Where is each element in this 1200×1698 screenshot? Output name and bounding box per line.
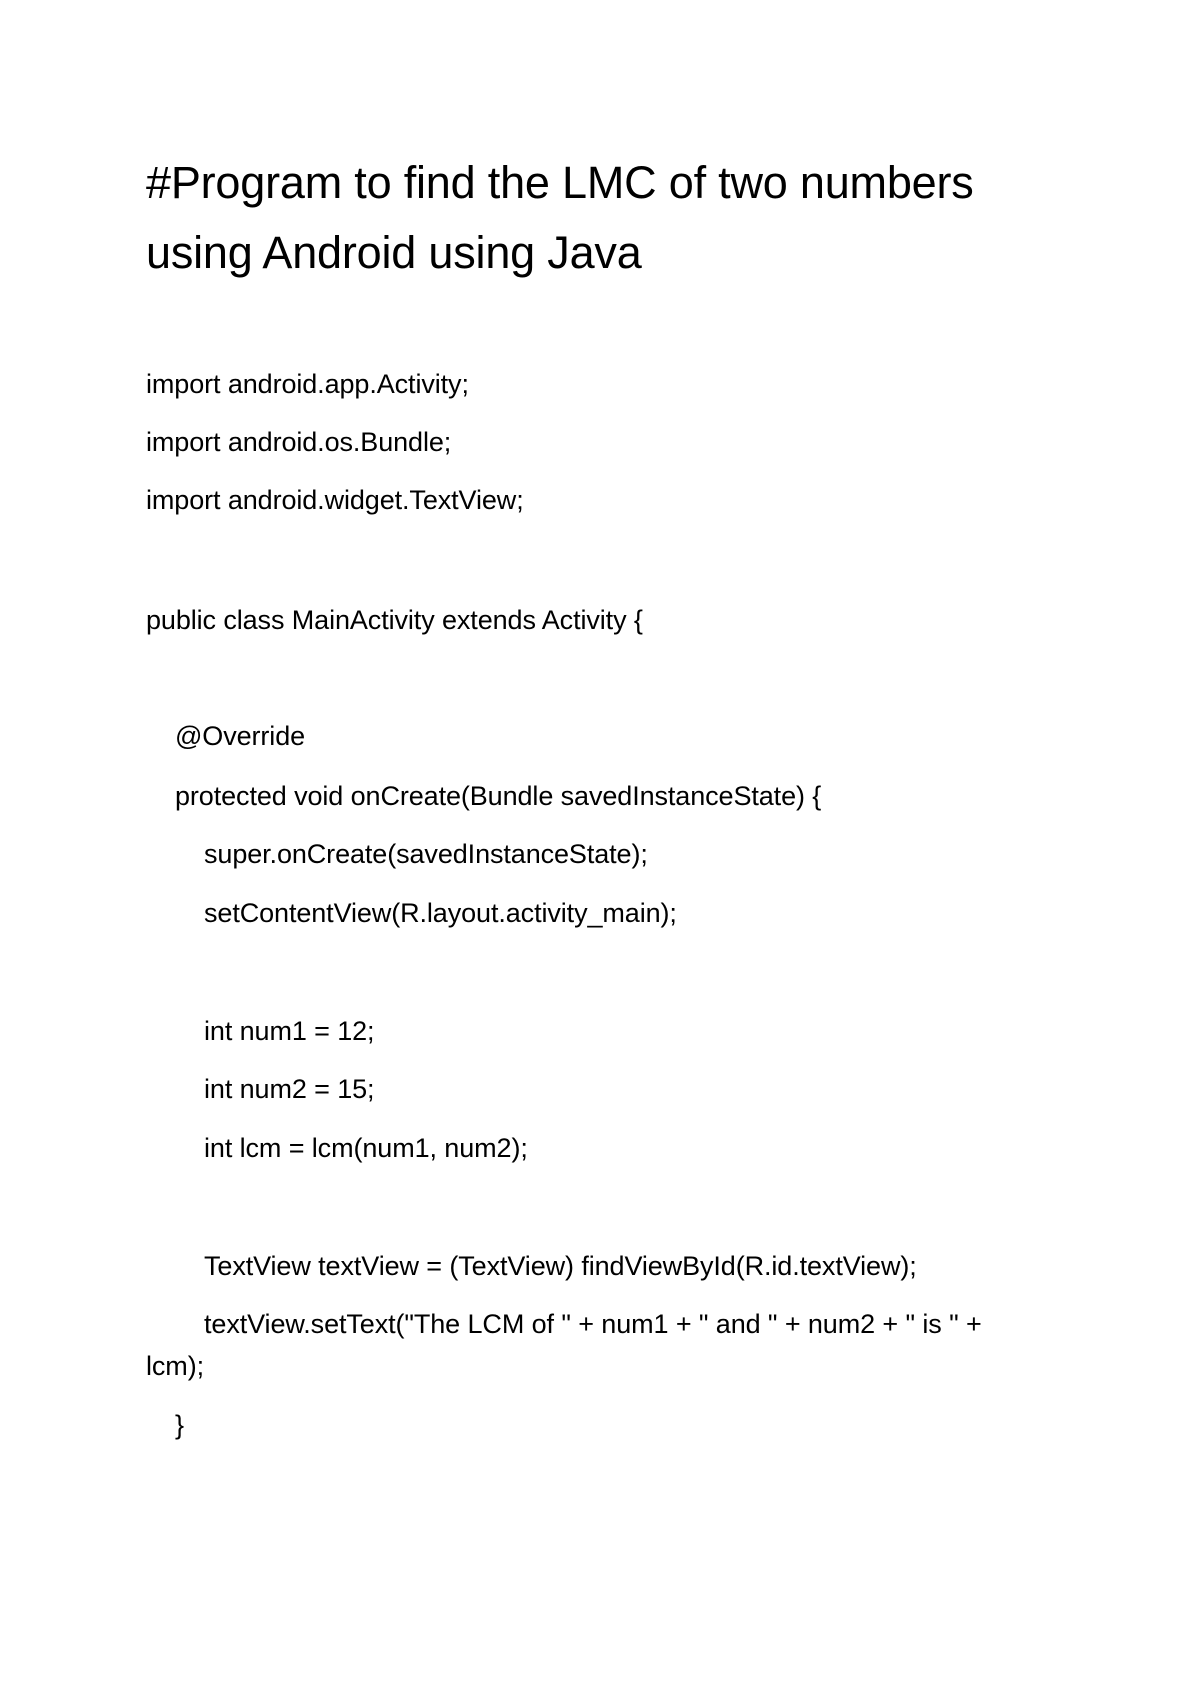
code-line-num1: int num1 = 12;	[204, 1016, 375, 1046]
code-line-set-content-view: setContentView(R.layout.activity_main);	[204, 898, 677, 928]
code-line-override-annotation: @Override	[175, 721, 306, 751]
code-line-super-oncreate: super.onCreate(savedInstanceState);	[204, 839, 648, 869]
code-line-find-textview: TextView textView = (TextView) findViewById(R.id.textView);	[204, 1251, 917, 1281]
code-line-lcm: int lcm = lcm(num1, num2);	[204, 1133, 528, 1163]
code-line-set-text: textView.setText("The LCM of " + num1 + " and " + num2 + " is " + lcm);	[146, 1309, 982, 1381]
code-line-num2: int num2 = 15;	[204, 1074, 375, 1104]
code-line-import-activity: import android.app.Activity;	[146, 369, 469, 399]
code-line-class-declaration: public class MainActivity extends Activity {	[146, 605, 643, 635]
code-line-closing-brace: }	[175, 1410, 184, 1440]
code-line-import-textview: import android.widget.TextView;	[146, 485, 524, 515]
document-title: #Program to find the LMC of two numbers using Android using Java	[146, 157, 974, 278]
code-line-import-bundle: import android.os.Bundle;	[146, 427, 452, 457]
code-line-oncreate-signature: protected void onCreate(Bundle savedInstanceState) {	[175, 781, 822, 811]
